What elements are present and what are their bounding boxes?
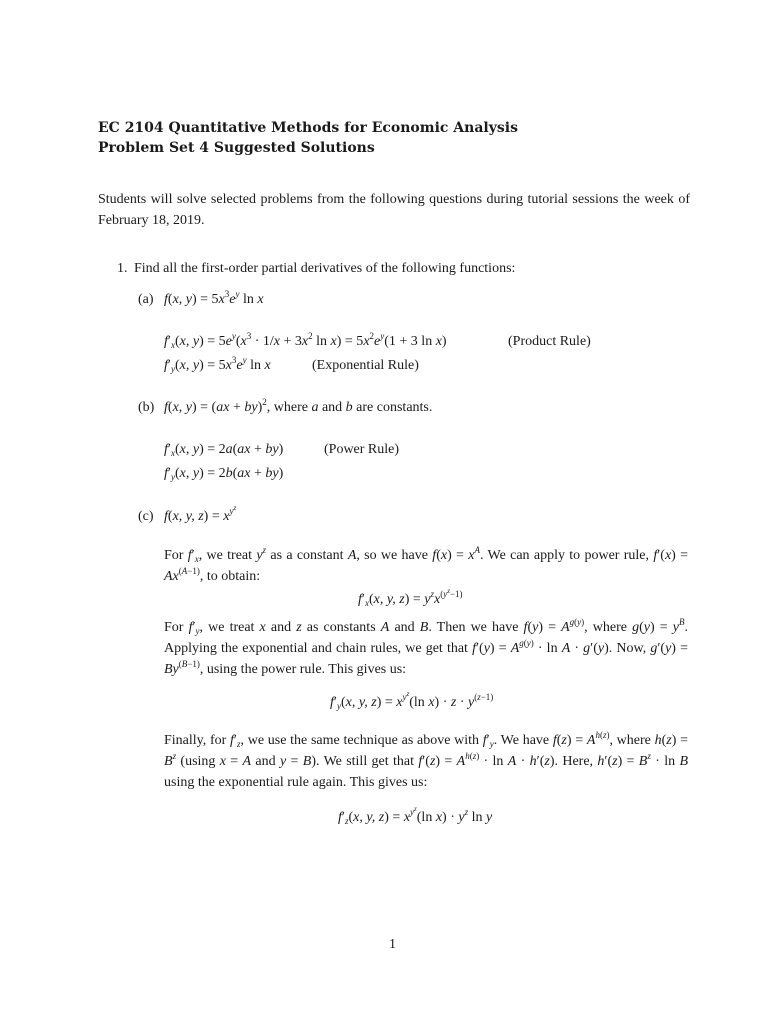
intro-paragraph: Students will solve selected problems from the following questions during tutorial sessions the week of February 18, 2019. bbox=[98, 192, 690, 228]
fx-result: $f'_x(x$, y, $z) = y^zx^{(y^z-1)}$ bbox=[358, 587, 463, 608]
question-prompt: Find all the first-order partial derivatives of the following functions: bbox=[134, 261, 516, 276]
part-b-label: (b) bbox=[138, 400, 155, 415]
part-a-fy: $f'_y(x$, $y) = 5x^3e^y$ ln x bbox=[164, 355, 271, 374]
power-rule-note: (Power Rule) bbox=[324, 442, 400, 457]
part-a-fx: $f'_x(x$, $y) = 5e^y(x^3 \cdot 1/x + 3x^2$ $\ln x) = 5x^2e^y(1 + 3$ ln x) bbox=[164, 331, 447, 350]
part-c-label: (c) bbox=[138, 509, 154, 524]
part-a-label: (a) bbox=[138, 292, 154, 307]
part-a-function: f(x, $y) = 5x^3e^y$ ln x bbox=[164, 289, 264, 307]
fy-result: $f'_y(x$, y, $z) = x^{y^z}(\ln$ $x) \cdot z \cdot y^{(z-1)}$ bbox=[330, 690, 494, 711]
exponential-rule-note: (Exponential Rule) bbox=[312, 358, 419, 373]
part-b-function: f(x, y) = (ax + by)$^2$, where a and b are constants. bbox=[164, 397, 433, 415]
problem-set-subtitle: Problem Set 4 Suggested Solutions bbox=[98, 140, 375, 156]
product-rule-note: (Product Rule) bbox=[508, 334, 591, 349]
fz-explanation: Finally, for $f'_z$, we use the same technique as above with $f'_y$. We have $f(z) = A^{h(z)}$, where $h(z) = B^z$ (using x = A and y = B). We still get that $f'(z) = A^{h(z)} \cdot \ln A \cdot h'(z)$. Here, $h'(z) = B^z \cdot \ln B$ using the exponential rule again. This gives us: bbox=[164, 730, 689, 790]
course-title: EC 2104 Quantitative Methods for Economic Analysis bbox=[98, 120, 518, 136]
part-b-fx: $f'_x(x$, y) = 2a(ax + by) bbox=[164, 442, 284, 458]
fx-explanation: For $f'_x$, we treat $y^z$ as a constant A, so we have $f(x) = x^A$. We can apply to power rule, $f'(x) = Ax^{(A-1)}$, to obtain: bbox=[164, 545, 689, 584]
fz-result: $f'_z(x$, y, $z) = x^{y^z}(\ln$ $x) \cdot y^z$ ln y bbox=[338, 805, 493, 826]
question-number: 1. bbox=[117, 261, 128, 276]
part-b-fy: $f'_y(x$, y) = 2b(ax + by) bbox=[164, 466, 284, 482]
fy-explanation: For $f'_y$, we treat x and z as constants A and B. Then we have $f(y) = A^{g(y)}$, where $g(y) = y^B$. Applying the exponential and chain rules, we get that $f'(y) = A^{g(y)} \cdot \ln A \cdot g'(y)$. Now, $g'(y) = By^{(B-1)}$, using the power rule. This gives us: bbox=[164, 617, 688, 677]
part-c-function: f(x, y, $z) = x^{y^z}$ bbox=[164, 504, 237, 524]
page-number: 1 bbox=[389, 937, 396, 952]
